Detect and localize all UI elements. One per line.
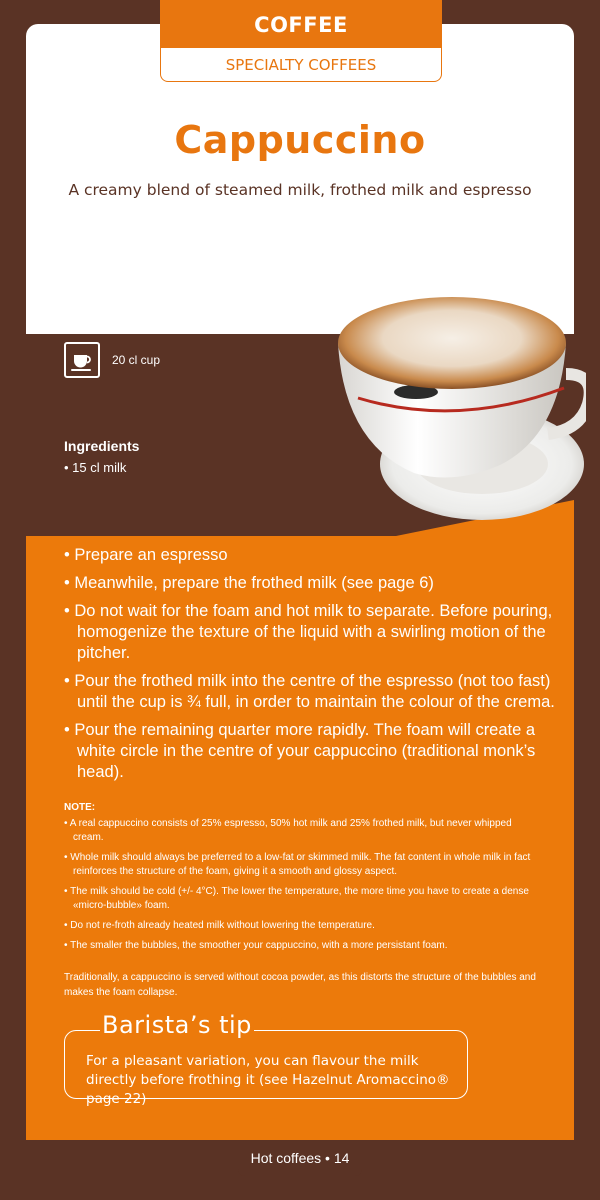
note-list	[64, 817, 544, 959]
page-title: Cappuccino	[174, 118, 426, 162]
step-item: • Meanwhile, prepare the frothed milk (see page 6)	[64, 573, 564, 594]
ingredients-heading: Ingredients	[64, 438, 140, 454]
step-item: • Pour the frothed milk into the centre of the espresso (not too fast) until the cup is ¾ full, in order to maintain the colour of the crema.	[64, 671, 564, 713]
ingredient-item: • 15 cl milk	[64, 460, 126, 475]
category-tab	[160, 0, 442, 82]
preparation-steps	[64, 545, 564, 790]
note-item: • A real cappuccino consists of 25% espresso, 50% hot milk and 25% frothed milk, but never whipped cream.	[64, 817, 544, 845]
traditional-note: Traditionally, a cappuccino is served without cocoa powder, as this distorts the structure of the bubbles and makes the foam collapse.	[64, 972, 536, 998]
category-subtitle: SPECIALTY COFFEES	[225, 56, 377, 74]
note-heading: NOTE:	[64, 802, 96, 813]
note-item: • The milk should be cold (+/- 4°C). The lower the temperature, the more time you have to create a dense «micro-bubble» foam.	[64, 885, 544, 913]
note-item: • Do not re-froth already heated milk without lowering the temperature.	[64, 919, 544, 933]
step-item: • Do not wait for the foam and hot milk to separate. Before pouring, homogenize the texture of the liquid with a swirling motion of the pitcher.	[64, 601, 564, 664]
barista-tip-title: Barista’s tip	[102, 1011, 252, 1039]
note-item: • Whole milk should always be preferred to a low-fat or skimmed milk. The fat content in whole milk in fact reinforces the structure of the foam, giving it a smooth and glossy aspect.	[64, 851, 544, 879]
cup-size-label: 20 cl cup	[112, 353, 161, 367]
coffee-cup-icon	[64, 342, 100, 378]
category-title: COFFEE	[161, 0, 441, 48]
barista-tip-text: For a pleasant variation, you can flavour the milk directly before frothing it (see Hazelnut Aromaccino® page 22)	[86, 1053, 450, 1107]
page-number-tab: Hot coffees • 14	[238, 1140, 362, 1176]
step-item: • Prepare an espresso	[64, 545, 564, 566]
step-item: • Pour the remaining quarter more rapidly. The foam will create a white circle in the centre of your cappuccino (traditional monk’s head).	[64, 720, 564, 783]
cappuccino-cup-image	[318, 288, 586, 528]
note-item: • The smaller the bubbles, the smoother your cappuccino, with a more persistant foam.	[64, 939, 544, 953]
recipe-description: A creamy blend of steamed milk, frothed milk and espresso	[68, 181, 532, 199]
